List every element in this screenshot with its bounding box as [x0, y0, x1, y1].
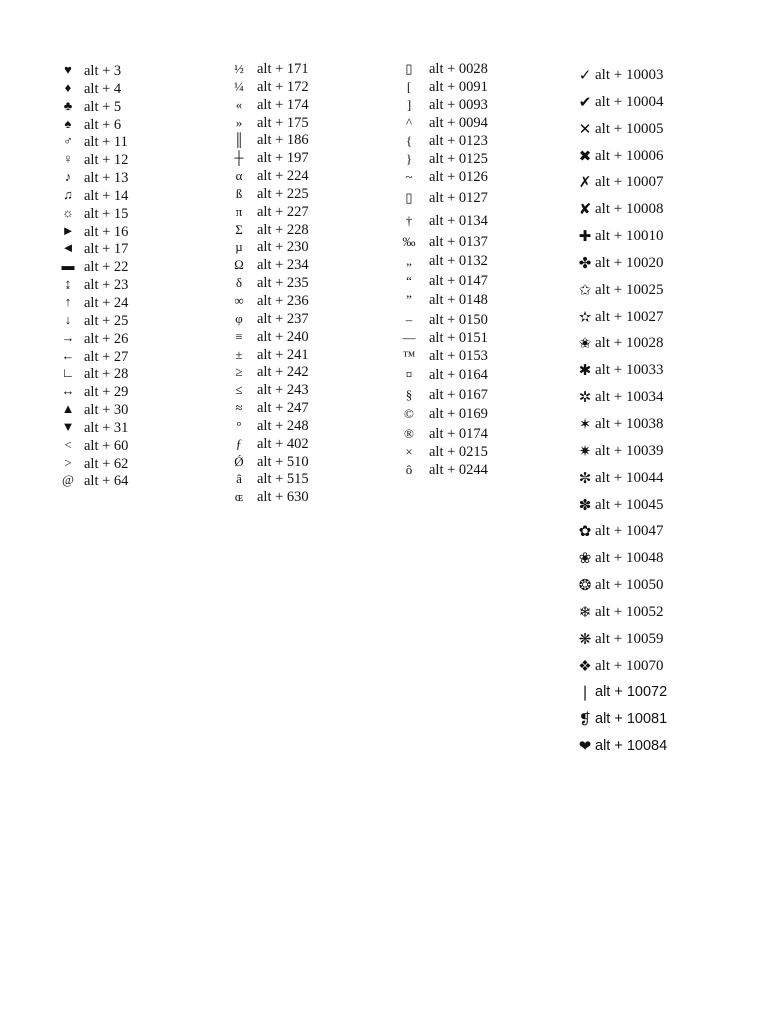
- symbol-glyph: @: [62, 472, 74, 488]
- alt-code-entry: [229, 274, 379, 292]
- alt-code-label: alt + 0244: [429, 461, 488, 478]
- alt-code-label: alt + 10034: [595, 389, 664, 406]
- alt-code-entry: [575, 601, 755, 628]
- alt-code-label: alt + 10010: [595, 228, 664, 245]
- symbol-glyph: π: [235, 203, 243, 219]
- alt-code-label: alt + 10045: [595, 496, 664, 513]
- column-2: [229, 60, 379, 506]
- symbol-glyph: µ: [235, 239, 243, 255]
- alt-code-label: alt + 0151: [429, 329, 488, 346]
- alt-code-label: alt + 12: [84, 152, 129, 169]
- alt-code-label: alt + 10005: [595, 120, 664, 137]
- alt-code-label: alt + 227: [257, 203, 309, 220]
- alt-code-label: alt + 60: [84, 437, 129, 454]
- alt-code-label: alt + 0134: [429, 212, 488, 229]
- alt-code-entry: [58, 114, 208, 132]
- symbol-glyph: §: [405, 386, 413, 402]
- symbol-glyph: ♫: [63, 186, 73, 202]
- alt-code-label: alt + 240: [257, 328, 309, 345]
- alt-code-label: alt + 10025: [595, 281, 664, 298]
- alt-code-entry: [58, 417, 208, 435]
- symbol-glyph: ≈: [235, 400, 243, 416]
- alt-code-entry: [229, 185, 379, 203]
- alt-code-label: alt + 224: [257, 168, 309, 185]
- alt-code-entry: [575, 225, 755, 252]
- alt-code-entry: [399, 168, 549, 189]
- alt-code-entry: [229, 488, 379, 506]
- alt-code-label: alt + 10047: [595, 523, 664, 540]
- alt-code-label: alt + 10039: [595, 442, 664, 459]
- alt-code-entry: [399, 132, 549, 150]
- symbol-glyph: ▬: [61, 258, 75, 274]
- alt-code-entry: [399, 347, 549, 367]
- symbol-glyph: ▼: [61, 418, 75, 434]
- alt-code-label: alt + 0148: [429, 292, 488, 308]
- alt-code-label: alt + 10044: [595, 469, 664, 486]
- alt-code-entry: [575, 118, 755, 145]
- alt-code-label: alt + 0126: [429, 168, 488, 185]
- symbol-glyph: →: [61, 329, 75, 345]
- alt-code-label: alt + 10004: [595, 93, 664, 110]
- alt-code-label: alt + 0123: [429, 132, 488, 149]
- symbol-glyph: »: [235, 114, 243, 130]
- alt-code-label: alt + 171: [257, 61, 309, 77]
- alt-code-label: alt + 230: [257, 239, 309, 256]
- alt-code-label: alt + 10081: [595, 711, 668, 728]
- alt-code-label: alt + 10048: [595, 550, 664, 567]
- symbol-glyph: ✬: [578, 336, 592, 353]
- alt-code-label: alt + 17: [84, 241, 129, 258]
- symbol-glyph: ½: [234, 61, 244, 76]
- symbol-glyph: ‰: [402, 233, 416, 249]
- alt-code-entry: [229, 256, 379, 274]
- symbol-glyph: ¤: [405, 367, 413, 382]
- alt-code-entry: [399, 443, 549, 461]
- alt-code-entry: [399, 311, 549, 329]
- alt-code-entry: [58, 238, 208, 256]
- alt-code-label: alt + 16: [84, 223, 129, 240]
- alt-code-entry: [229, 381, 379, 399]
- alt-code-label: alt + 30: [84, 402, 129, 419]
- symbol-glyph: ™: [402, 347, 416, 363]
- alt-code-entry: [575, 708, 755, 735]
- alt-code-label: alt + 0093: [429, 96, 488, 113]
- alt-code-label: alt + 10003: [595, 67, 664, 83]
- symbol-glyph: ✼: [578, 470, 592, 487]
- alt-code-label: alt + 10059: [595, 630, 664, 647]
- symbol-glyph: ┼: [234, 150, 244, 166]
- alt-code-entry: [399, 329, 549, 347]
- alt-code-label: alt + 0174: [429, 425, 488, 442]
- alt-code-entry: [399, 189, 549, 212]
- alt-code-label: alt + 29: [84, 384, 129, 401]
- symbol-glyph: ô: [405, 461, 413, 477]
- symbol-glyph: ║: [234, 132, 244, 148]
- alt-code-entry: [58, 78, 208, 96]
- alt-code-label: alt + 0132: [429, 253, 488, 269]
- symbol-glyph: ✱: [578, 363, 592, 380]
- alt-code-entry: [575, 413, 755, 440]
- alt-code-label: alt + 247: [257, 400, 309, 417]
- alt-code-entry: [399, 150, 549, 168]
- symbol-glyph: ±: [235, 346, 243, 362]
- symbol-glyph: “: [406, 272, 412, 288]
- symbol-glyph: ♀: [63, 151, 73, 167]
- symbol-glyph: ❄: [578, 604, 592, 621]
- symbol-glyph: –: [405, 311, 413, 327]
- symbol-glyph: ~: [405, 168, 413, 184]
- alt-code-label: alt + 510: [257, 453, 309, 470]
- alt-code-label: alt + 0150: [429, 311, 488, 328]
- alt-code-label: alt + 0164: [429, 367, 488, 383]
- symbol-glyph: Σ: [235, 221, 243, 237]
- symbol-glyph: ♦: [64, 79, 72, 95]
- symbol-glyph: }: [405, 150, 413, 166]
- symbol-glyph: ▲: [61, 401, 75, 417]
- alt-code-entry: [575, 494, 755, 521]
- symbol-glyph: ¼: [234, 78, 244, 94]
- symbol-glyph: ♠: [64, 115, 72, 131]
- alt-code-entry: [399, 366, 549, 386]
- alt-code-label: alt + 22: [84, 259, 129, 276]
- alt-code-entry: [229, 292, 379, 310]
- symbol-glyph: ≡: [235, 328, 243, 344]
- alt-code-label: alt + 25: [84, 312, 129, 329]
- alt-code-label: alt + 10070: [595, 657, 664, 674]
- alt-code-entry: [58, 381, 208, 399]
- symbol-glyph: ↔: [61, 383, 75, 399]
- alt-code-entry: [229, 96, 379, 114]
- alt-code-entry: [399, 233, 549, 253]
- symbol-glyph: ≥: [235, 364, 243, 380]
- alt-code-label: alt + 0137: [429, 233, 488, 250]
- symbol-glyph: ×: [405, 443, 413, 459]
- symbol-glyph: ✔: [578, 94, 592, 111]
- alt-code-entry: [575, 64, 755, 91]
- symbol-glyph: δ: [235, 275, 243, 291]
- alt-code-entry: [58, 185, 208, 203]
- alt-code-entry: [58, 310, 208, 328]
- alt-code-entry: [399, 252, 549, 272]
- symbol-glyph: ♪: [64, 169, 72, 185]
- column-1: [58, 60, 208, 488]
- alt-code-label: alt + 248: [257, 417, 309, 434]
- alt-code-label: alt + 630: [257, 489, 309, 506]
- alt-code-entry: [399, 60, 549, 78]
- alt-code-label: alt + 186: [257, 132, 309, 149]
- symbol-glyph: ►: [61, 222, 75, 238]
- alt-code-entry: [399, 212, 549, 233]
- alt-code-label: alt + 0147: [429, 272, 488, 289]
- alt-code-label: alt + 10084: [595, 738, 668, 755]
- alt-code-entry: [399, 461, 549, 479]
- alt-code-entry: [575, 386, 755, 413]
- alt-code-entry: [229, 149, 379, 167]
- symbol-glyph: ↓: [64, 311, 72, 327]
- alt-code-label: alt + 10052: [595, 603, 664, 620]
- alt-code-entry: [399, 114, 549, 132]
- alt-code-entry: [575, 628, 755, 655]
- symbol-glyph: >: [64, 454, 72, 470]
- alt-code-entry: [575, 574, 755, 601]
- alt-code-label: alt + 243: [257, 382, 309, 399]
- alt-code-entry: [229, 221, 379, 239]
- alt-code-entry: [58, 131, 208, 149]
- symbol-glyph: ✽: [578, 497, 592, 514]
- alt-code-label: alt + 24: [84, 294, 129, 311]
- alt-code-label: alt + 27: [84, 348, 129, 365]
- symbol-glyph: ▯: [405, 61, 413, 76]
- symbol-glyph: ✓: [578, 68, 592, 84]
- alt-code-entry: [575, 145, 755, 172]
- alt-code-entry: [229, 328, 379, 346]
- alt-code-label: alt + 10008: [595, 201, 664, 218]
- symbol-glyph: ✚: [578, 229, 592, 246]
- alt-code-label: alt + 10033: [595, 362, 664, 379]
- alt-code-entry: [575, 332, 755, 359]
- alt-code-entry: [58, 346, 208, 364]
- symbol-glyph: Ω: [234, 257, 244, 273]
- symbol-glyph: Ǿ: [234, 453, 244, 469]
- symbol-glyph: ✤: [578, 255, 592, 272]
- symbol-glyph: ”: [406, 292, 412, 307]
- symbol-glyph: ◄: [61, 240, 75, 256]
- alt-code-label: alt + 10007: [595, 174, 664, 191]
- column-3: [399, 60, 549, 479]
- alt-code-label: alt + 14: [84, 187, 129, 204]
- alt-code-entry: [229, 167, 379, 185]
- symbol-glyph: ❀: [578, 551, 592, 568]
- alt-code-label: alt + 13: [84, 170, 129, 187]
- alt-code-entry: [229, 417, 379, 435]
- symbol-glyph: ▯: [405, 189, 413, 205]
- symbol-glyph: ȃ: [236, 471, 242, 487]
- alt-code-entry: [399, 291, 549, 311]
- symbol-glyph: [: [406, 78, 412, 94]
- alt-code-label: alt + 175: [257, 114, 309, 131]
- symbol-glyph: ∞: [234, 292, 244, 308]
- alt-code-entry: [399, 96, 549, 114]
- alt-code-entry: [58, 363, 208, 381]
- alt-code-label: alt + 172: [257, 78, 309, 95]
- alt-code-label: alt + 0091: [429, 78, 488, 95]
- symbol-glyph: ®: [404, 425, 414, 441]
- alt-code-label: alt + 0153: [429, 347, 488, 364]
- alt-code-label: alt + 10020: [595, 254, 664, 271]
- symbol-glyph: α: [235, 168, 243, 184]
- alt-code-label: alt + 5: [84, 98, 122, 115]
- symbol-glyph: ❘: [578, 685, 592, 702]
- alt-code-label: alt + 174: [257, 96, 309, 113]
- symbol-glyph: ♂: [63, 133, 73, 149]
- alt-code-entry: [58, 399, 208, 417]
- alt-code-label: alt + 0127: [429, 189, 488, 206]
- symbol-glyph: ❡: [578, 712, 592, 729]
- alt-code-entry: [399, 272, 549, 292]
- alt-code-entry: [399, 78, 549, 96]
- alt-code-entry: [575, 681, 755, 708]
- symbol-glyph: ❋: [578, 631, 592, 648]
- symbol-glyph: †: [405, 212, 413, 228]
- alt-code-label: alt + 28: [84, 366, 129, 383]
- alt-code-label: alt + 241: [257, 346, 309, 363]
- alt-code-label: alt + 10050: [595, 577, 664, 594]
- column-4: [575, 64, 755, 762]
- symbol-glyph: ↑: [64, 293, 72, 309]
- alt-code-label: alt + 64: [84, 473, 129, 490]
- alt-code-label: alt + 11: [84, 134, 128, 151]
- alt-code-label: alt + 402: [257, 435, 309, 452]
- symbol-glyph: ♣: [63, 97, 73, 113]
- alt-code-entry: [58, 167, 208, 185]
- symbol-glyph: ∟: [61, 365, 75, 381]
- alt-code-label: alt + 10006: [595, 147, 664, 164]
- alt-code-entry: [58, 470, 208, 488]
- symbol-glyph: ß: [235, 185, 243, 201]
- alt-code-entry: [229, 453, 379, 471]
- alt-code-label: alt + 26: [84, 330, 129, 347]
- alt-code-label: alt + 0167: [429, 386, 488, 403]
- alt-code-entry: [58, 60, 208, 78]
- alt-code-entry: [229, 346, 379, 364]
- alt-code-label: alt + 0169: [429, 406, 488, 422]
- symbol-glyph: °: [236, 417, 242, 433]
- symbol-glyph: ❖: [578, 658, 592, 675]
- alt-code-label: alt + 62: [84, 455, 129, 472]
- alt-code-label: alt + 15: [84, 205, 129, 222]
- alt-code-entry: [575, 359, 755, 386]
- symbol-glyph: ✫: [578, 309, 592, 326]
- alt-code-entry: [229, 131, 379, 149]
- symbol-glyph: „: [406, 253, 412, 268]
- alt-code-entry: [58, 96, 208, 114]
- alt-code-label: alt + 236: [257, 292, 309, 309]
- alt-code-entry: [229, 399, 379, 417]
- symbol-glyph: ≤: [235, 382, 243, 398]
- symbol-glyph: ɶ: [234, 489, 244, 505]
- alt-code-entry: [575, 91, 755, 118]
- alt-code-entry: [575, 171, 755, 198]
- alt-code-entry: [229, 60, 379, 78]
- symbol-glyph: ✩: [578, 282, 592, 299]
- alt-code-label: alt + 237: [257, 310, 309, 327]
- alt-code-label: alt + 6: [84, 116, 122, 133]
- symbol-glyph: ✗: [578, 175, 592, 192]
- alt-code-label: alt + 31: [84, 419, 129, 436]
- symbol-glyph: <: [64, 436, 72, 452]
- symbol-glyph: ←: [61, 347, 75, 363]
- alt-code-entry: [58, 203, 208, 221]
- alt-code-entry: [229, 203, 379, 221]
- alt-code-entry: [229, 435, 379, 453]
- alt-code-label: alt + 235: [257, 275, 309, 292]
- alt-code-entry: [58, 149, 208, 167]
- symbol-glyph: ]: [406, 96, 412, 112]
- alt-code-entry: [399, 405, 549, 425]
- symbol-glyph: ✘: [578, 202, 592, 219]
- symbol-glyph: φ: [235, 310, 243, 326]
- symbol-glyph: ↨: [64, 276, 72, 292]
- symbol-glyph: ✿: [578, 524, 592, 541]
- alt-code-label: alt + 515: [257, 471, 309, 488]
- alt-code-entry: [58, 274, 208, 292]
- alt-code-entry: [575, 306, 755, 333]
- alt-code-label: alt + 0215: [429, 443, 488, 460]
- alt-code-entry: [229, 114, 379, 132]
- alt-code-entry: [229, 470, 379, 488]
- symbol-glyph: ❂: [578, 578, 592, 595]
- symbol-glyph: ©: [404, 406, 414, 421]
- alt-code-label: alt + 23: [84, 277, 129, 294]
- alt-code-entry: [229, 310, 379, 328]
- alt-code-entry: [575, 735, 755, 762]
- alt-code-label: alt + 3: [84, 63, 122, 79]
- alt-code-entry: [58, 221, 208, 239]
- alt-code-entry: [229, 78, 379, 96]
- alt-code-label: alt + 10038: [595, 415, 664, 432]
- alt-code-label: alt + 197: [257, 150, 309, 167]
- symbol-glyph: {: [405, 132, 413, 148]
- alt-code-entry: [58, 256, 208, 274]
- alt-code-entry: [58, 328, 208, 346]
- symbol-glyph: ✲: [578, 390, 592, 407]
- symbol-glyph: ❤: [578, 739, 592, 756]
- alt-code-label: alt + 4: [84, 80, 122, 97]
- alt-code-entry: [575, 547, 755, 574]
- alt-code-entry: [229, 363, 379, 381]
- alt-code-entry: [575, 279, 755, 306]
- alt-code-entry: [575, 252, 755, 279]
- alt-code-label: alt + 10072: [595, 684, 668, 701]
- alt-code-entry: [399, 386, 549, 406]
- alt-code-entry: [229, 238, 379, 256]
- symbol-glyph: ✖: [578, 148, 592, 165]
- alt-code-entry: [575, 520, 755, 547]
- alt-code-label: alt + 234: [257, 257, 309, 274]
- symbol-glyph: ✷: [578, 443, 592, 460]
- symbol-glyph: ♥: [64, 62, 72, 77]
- alt-code-label: alt + 228: [257, 221, 309, 238]
- alt-code-entry: [575, 655, 755, 682]
- alt-code-entry: [58, 453, 208, 471]
- alt-code-label: alt + 0028: [429, 61, 488, 77]
- alt-code-label: alt + 0094: [429, 114, 488, 131]
- alt-code-entry: [58, 292, 208, 310]
- symbol-glyph: ƒ: [235, 435, 243, 451]
- alt-code-entry: [575, 198, 755, 225]
- alt-code-entry: [575, 440, 755, 467]
- alt-code-label: alt + 242: [257, 364, 309, 381]
- alt-code-label: alt + 225: [257, 185, 309, 202]
- alt-code-entry: [399, 425, 549, 443]
- symbol-glyph: «: [235, 96, 243, 112]
- alt-code-label: alt + 0125: [429, 150, 488, 167]
- symbol-glyph: —: [402, 329, 416, 345]
- symbol-glyph: ☼: [62, 204, 74, 220]
- alt-code-label: alt + 10028: [595, 335, 664, 352]
- symbol-glyph: ✕: [578, 121, 592, 138]
- symbol-glyph: ✶: [578, 416, 592, 433]
- alt-code-entry: [575, 467, 755, 494]
- alt-code-entry: [58, 435, 208, 453]
- symbol-glyph: ^: [405, 114, 413, 130]
- alt-code-label: alt + 10027: [595, 308, 664, 325]
